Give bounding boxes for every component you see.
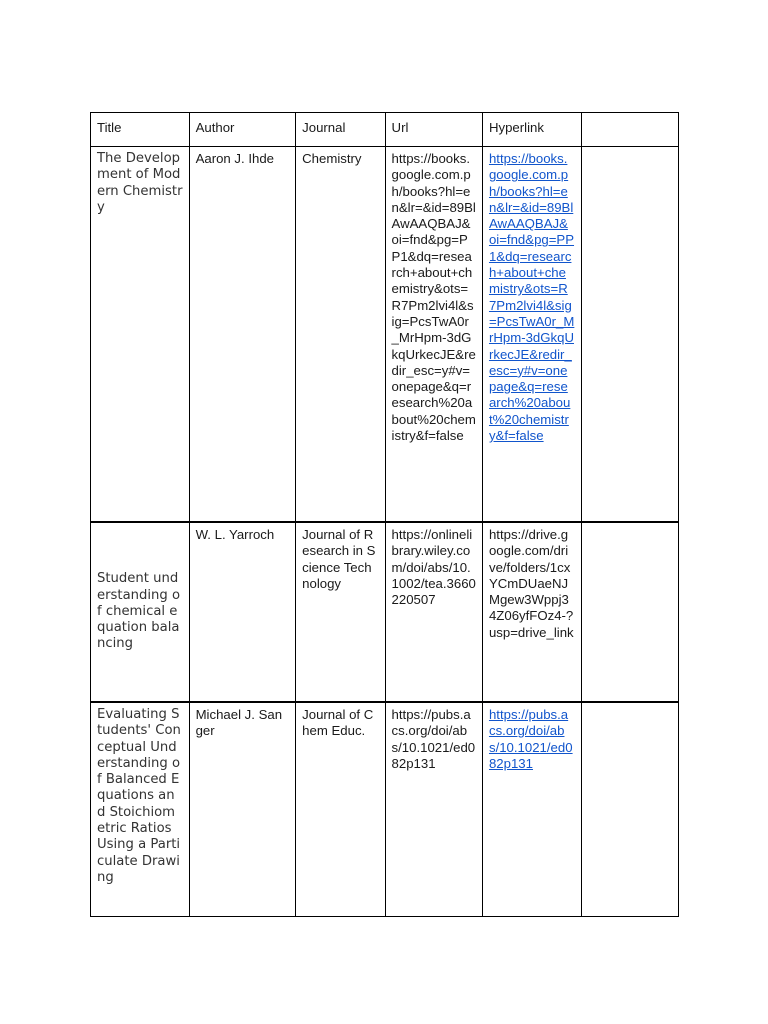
header-journal: Journal [296, 113, 385, 147]
row-url: https://books.google.com.ph/books?hl=en&lr=&id=89BlAwAAQBAJ&oi=fnd&pg=PP1&dq=research+about+chemistry&ots=R7Pm2lvi4l&sig=PcsTwA0r_MrHpm-3dGkqUrkecJE&redir_esc=y#v=onepage&q=research%20about%20chemistry&f=false [385, 147, 482, 523]
row-journal: Journal of Research in Science Technology [296, 522, 385, 702]
table-header-row [91, 113, 679, 147]
header-empty [581, 113, 678, 147]
row-author: Michael J. Sanger [189, 702, 296, 917]
hyperlink[interactable]: https://books.google.com.ph/books?hl=en&lr=&id=89BlAwAAQBAJ&oi=fnd&pg=PP1&dq=research+about+chemistry&ots=R7Pm2lvi4l&sig=PcsTwA0r_MrHpm-3dGkqUrkecJE&redir_esc=y#v=onepage&q=research%20about%20chemistry&f=false [488, 151, 575, 444]
hyperlink-text: https://drive.google.com/drive/folders/1cxYCmDUaeNJMgew3Wppj34Z06yfFOz4-?usp=drive_link [488, 527, 574, 640]
header-hyperlink: Hyperlink [482, 113, 581, 147]
row-journal: Chemistry [296, 147, 385, 523]
row-hyperlink-cell [482, 147, 581, 523]
row-journal: Journal of Chem Educ. [296, 702, 385, 917]
table-row [91, 147, 679, 523]
row-author: W. L. Yarroch [189, 522, 296, 702]
table-row [91, 522, 679, 702]
table-row [91, 702, 679, 917]
header-url: Url [385, 113, 482, 147]
row-extra [581, 702, 678, 917]
header-title: Title [91, 113, 190, 147]
row-author: Aaron J. Ihde [189, 147, 296, 523]
row-url: https://onlinelibrary.wiley.com/doi/abs/10.1002/tea.3660220507 [385, 522, 482, 702]
header-author: Author [189, 113, 296, 147]
row-extra [581, 522, 678, 702]
row-title: Student understanding of chemical equation balancing [91, 522, 190, 702]
row-hyperlink-cell [482, 522, 581, 702]
row-title: Evaluating Students' Conceptual Understanding of Balanced Equations and Stoichiometric Ratios Using a Particulate Drawing [91, 702, 190, 917]
row-title: The Development of Modern Chemistry [91, 147, 190, 523]
row-url: https://pubs.acs.org/doi/abs/10.1021/ed082p131 [385, 702, 482, 917]
row-extra [581, 147, 678, 523]
hyperlink[interactable]: https://pubs.acs.org/doi/abs/10.1021/ed082p131 [488, 707, 573, 771]
row-hyperlink-cell [482, 702, 581, 917]
references-table [90, 112, 679, 917]
